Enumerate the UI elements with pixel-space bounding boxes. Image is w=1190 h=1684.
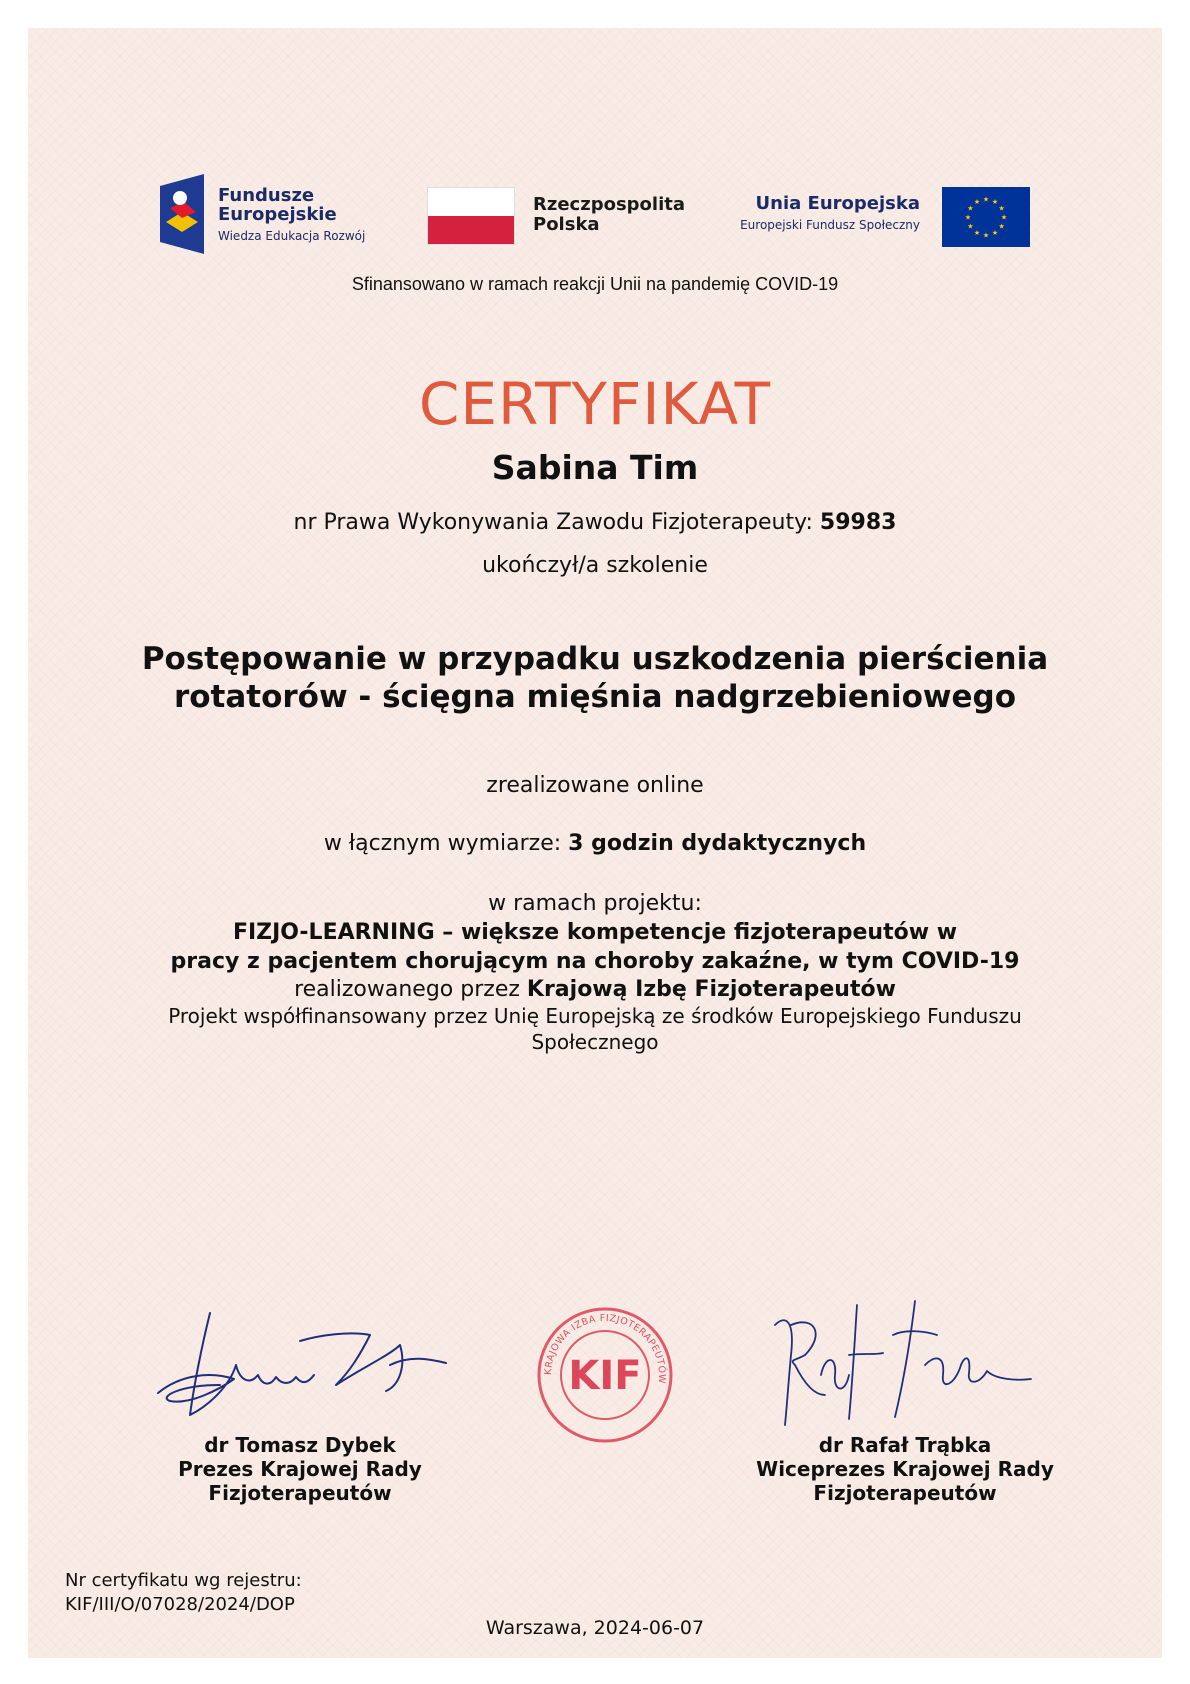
eu-star-icon: ★: [982, 231, 990, 240]
realized-org: Krajową Izbę Fizjoterapeutów: [526, 977, 896, 1002]
fe-title-line2: Europejskie: [218, 204, 337, 225]
certificate-title: CERTYFIKAT: [418, 370, 772, 438]
eu-star-icon: ★: [998, 204, 1005, 213]
eu-star-icon: ★: [982, 195, 990, 204]
registry-number: [65, 1569, 302, 1617]
eu-star-icon: ★: [964, 213, 972, 222]
eu-star-icon: ★: [967, 222, 974, 231]
signer-right-role1: Wiceprezes Krajowej Rady: [756, 1457, 1054, 1481]
ue-subtitle: Europejski Fundusz Społeczny: [740, 218, 920, 232]
eu-star-icon: ★: [973, 229, 981, 238]
signature-right: [765, 1295, 1035, 1430]
eu-star-icon: ★: [998, 222, 1005, 231]
license-label: nr Prawa Wykonywania Zawodu Fizjoterapeuty:: [293, 510, 820, 535]
eu-flag-icon: [942, 187, 1030, 247]
polish-flag-icon: [427, 187, 515, 245]
project-line: [0, 889, 1190, 976]
eu-star-icon: ★: [1000, 213, 1008, 222]
place-date: Warszawa, 2024-06-07: [485, 1617, 705, 1639]
rp-line2: Polska: [533, 214, 600, 235]
realized-label: realizowanego przez: [294, 977, 527, 1002]
signer-left-role1: Prezes Krajowej Rady: [178, 1457, 422, 1481]
realized-line: [0, 977, 1190, 1003]
delivery-mode: zrealizowane online: [486, 773, 704, 798]
hours-value: 3 godzin dydaktycznych: [568, 831, 867, 856]
rzeczpospolita-polska-logo: [427, 187, 687, 247]
project-label: w ramach projektu:: [488, 891, 702, 916]
completed-text: ukończył/a szkolenie: [482, 553, 708, 578]
signer-right: [735, 1433, 1075, 1505]
stamp-logo-text: KIF: [568, 1353, 642, 1399]
course-title-line1: Postępowanie w przypadku uszkodzenia pierścienia: [141, 641, 1049, 677]
cofinance-note: [0, 1003, 1190, 1055]
funding-note: Sfinansowano w ramach reakcji Unii na pandemię COVID-19: [351, 274, 839, 294]
signer-left: [150, 1433, 450, 1505]
eu-star-icon: ★: [991, 197, 999, 206]
course-title-line2: rotatorów - ścięgna mięśnia nadgrzebieniowego: [173, 679, 1017, 715]
registry-value: KIF/III/O/07028/2024/DOP: [65, 1594, 295, 1615]
fundusze-europejskie-logo: [160, 174, 380, 254]
kif-stamp: [535, 1305, 675, 1445]
course-title: [0, 640, 1190, 716]
unia-europejska-logo: [735, 187, 1030, 247]
license-number: 59983: [819, 510, 897, 535]
recipient-name: Sabina Tim: [491, 448, 699, 487]
fundusze-europejskie-icon: [160, 174, 204, 254]
signer-left-name: dr Tomasz Dybek: [204, 1433, 396, 1457]
project-name-line1: FIZJO-LEARNING – większe kompetencje fizjoterapeutów w: [232, 920, 958, 945]
stamp-ring-text: KRAJOWA IZBA FIZJOTERAPEUTÓW: [542, 1312, 668, 1385]
hours-label: w łącznym wymiarze:: [323, 831, 569, 856]
hours-line: [0, 831, 1190, 856]
signer-right-role2: Fizjoterapeutów: [813, 1481, 997, 1505]
ue-title: Unia Europejska: [755, 193, 920, 214]
signer-right-name: dr Rafał Trąbka: [818, 1433, 992, 1457]
eu-star-icon: ★: [991, 229, 999, 238]
cofinance-line1: Projekt współfinansowany przez Unię Europejską ze środków Europejskiego Funduszu: [168, 1004, 1022, 1028]
project-name-line2: pracy z pacjentem chorującym na choroby zakaźne, w tym COVID-19: [170, 949, 1020, 974]
eu-star-icon: ★: [973, 197, 981, 206]
eu-star-icon: ★: [967, 204, 974, 213]
signature-left: [150, 1305, 450, 1425]
license-line: [0, 510, 1190, 535]
signer-left-role2: Fizjoterapeutów: [208, 1481, 392, 1505]
fe-subtitle: Wiedza Edukacja Rozwój: [218, 229, 366, 243]
cofinance-line2: Społecznego: [531, 1030, 659, 1054]
fe-title-line1: Fundusze: [218, 185, 315, 206]
rp-line1: Rzeczpospolita: [533, 194, 685, 215]
registry-label: Nr certyfikatu wg rejestru:: [65, 1570, 302, 1591]
